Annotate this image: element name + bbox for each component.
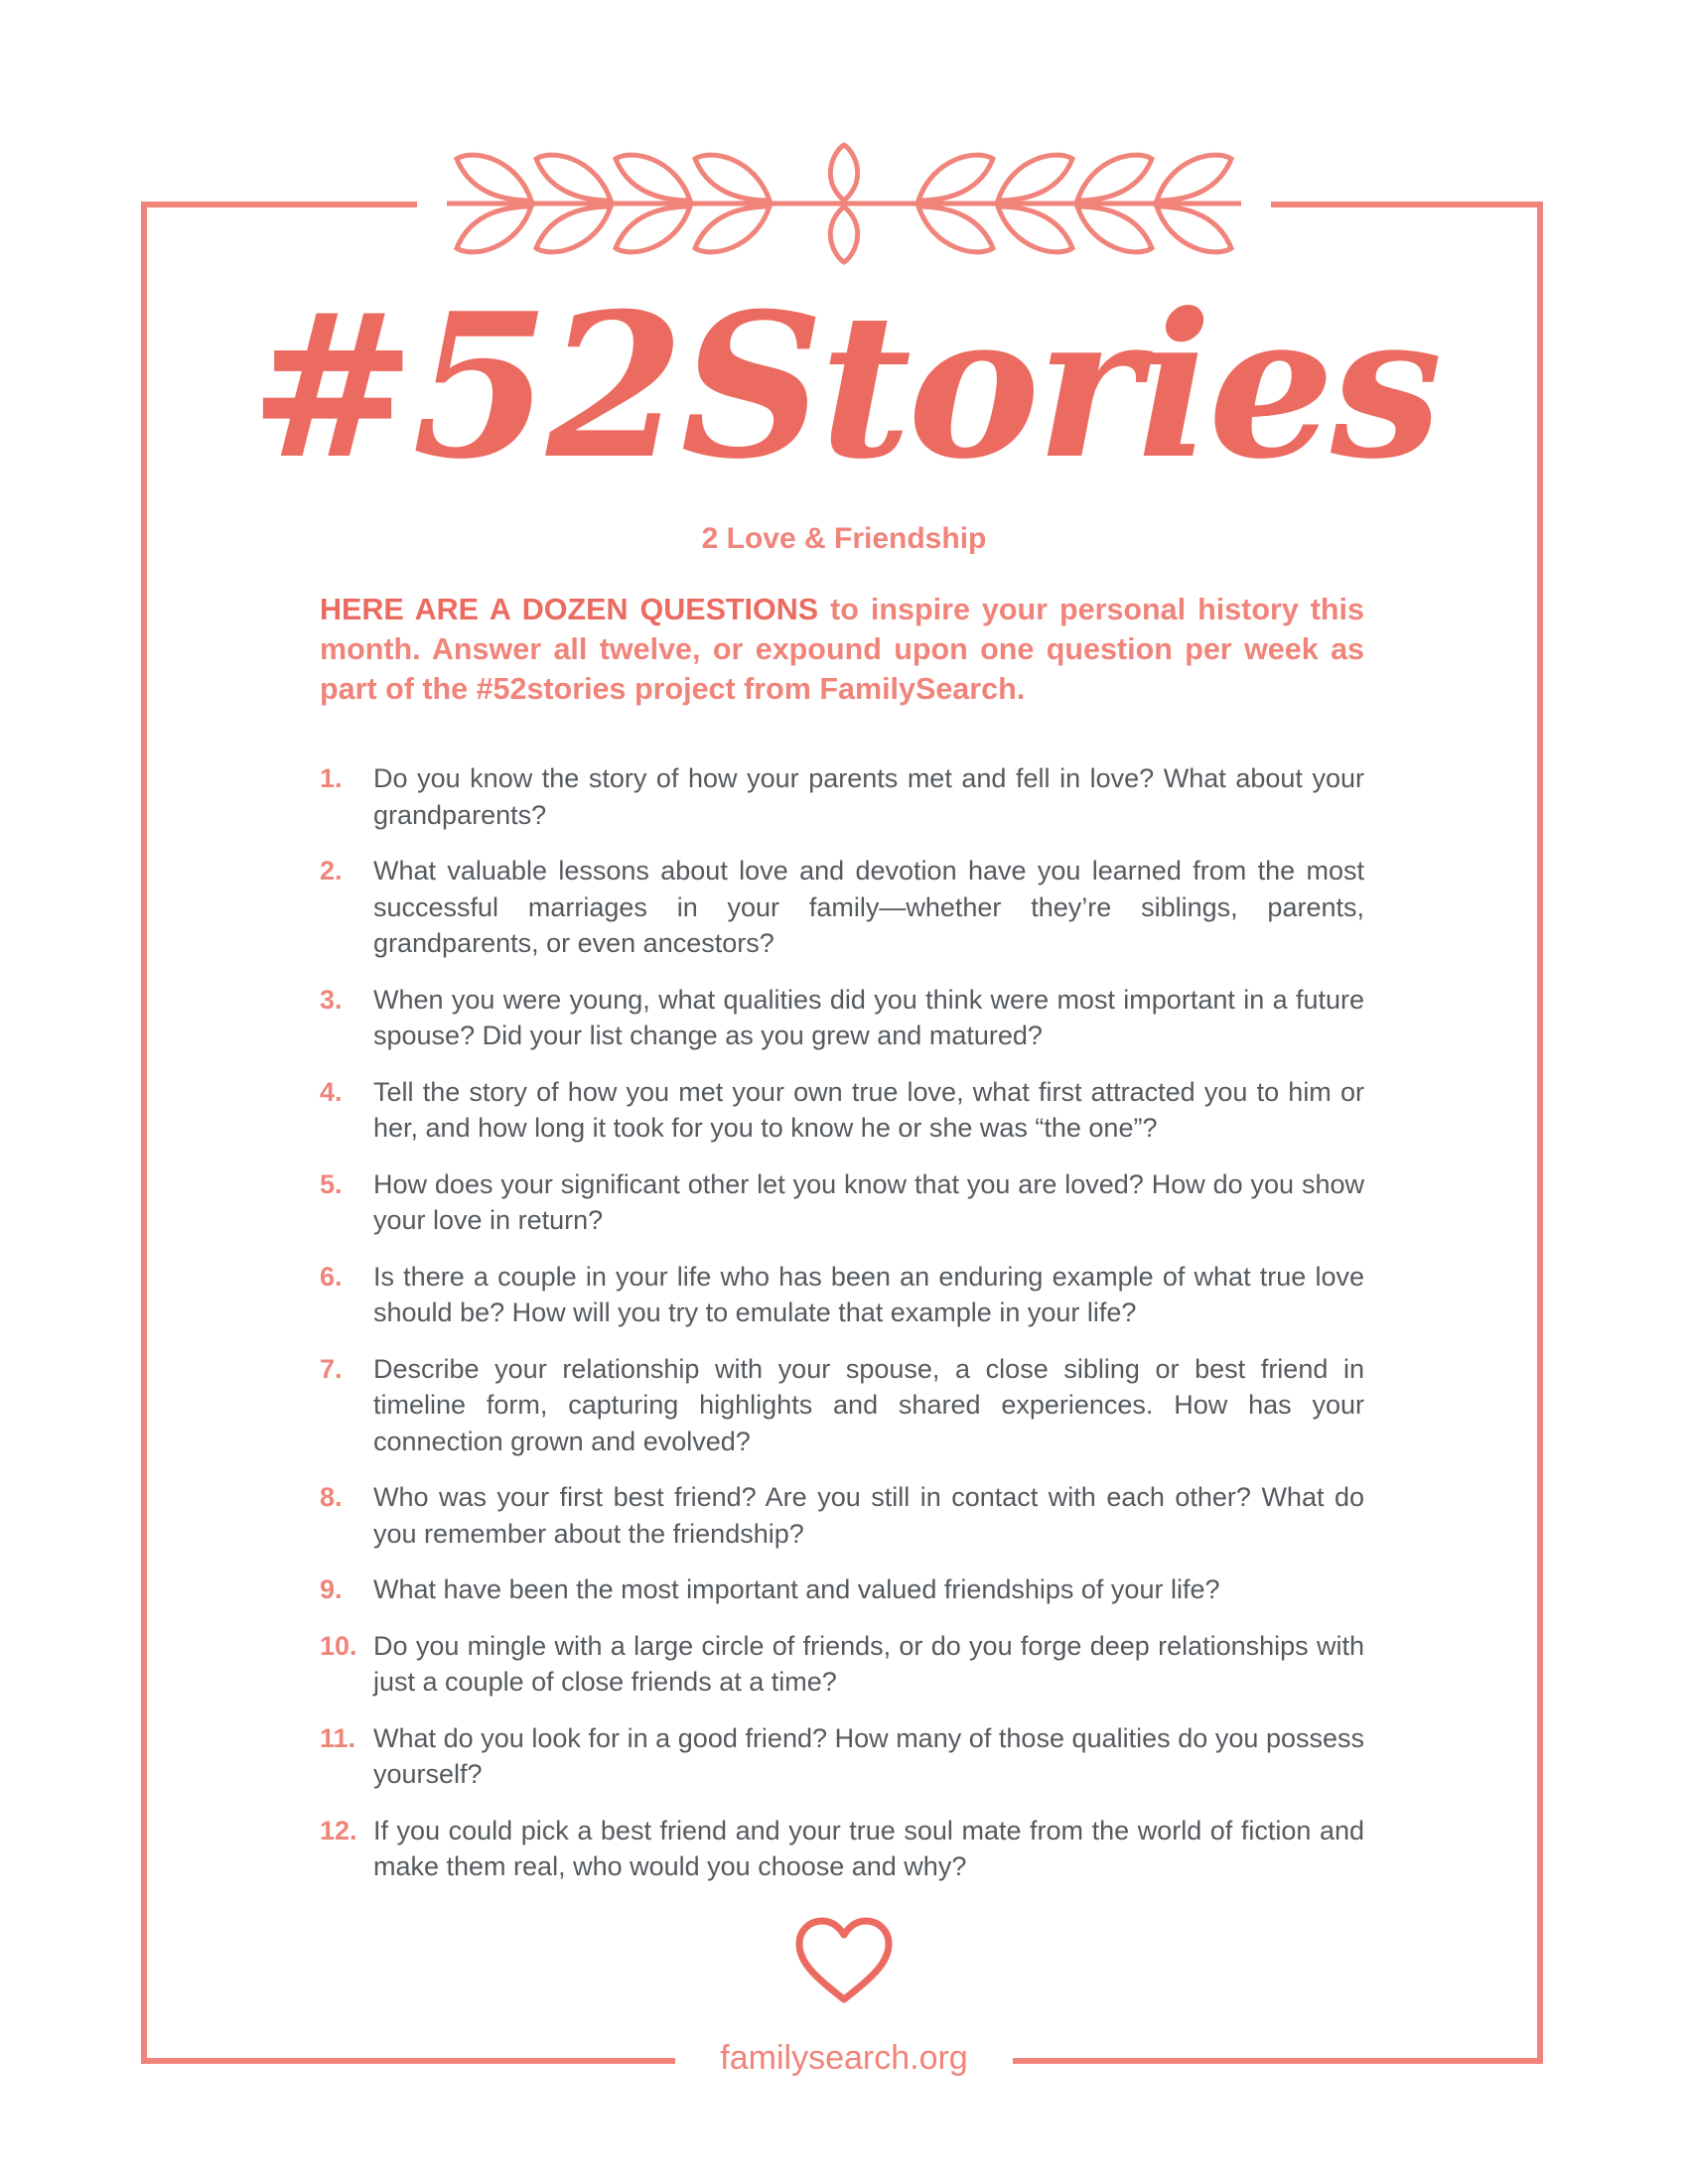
intro-paragraph — [320, 590, 1364, 709]
laurel-leaf — [536, 155, 611, 201]
question-item — [320, 1074, 1364, 1147]
laurel-leaf — [998, 155, 1072, 201]
laurel-leaf — [536, 206, 611, 252]
laurel-leaf — [695, 155, 770, 201]
question-item — [320, 1479, 1364, 1552]
question-number: 1. — [320, 763, 343, 793]
question-text: Describe your relationship with your spouse, a close sibling or best friend in timeline form, capturing highlights and shared experiences. How has your connection grown and evolved? — [373, 1353, 1364, 1456]
question-text: When you were young, what qualities did you think were most important in a future spouse? Did your list change as you grew and matured? — [373, 984, 1364, 1050]
frame-bottom-border-right — [1013, 2058, 1543, 2064]
question-number: 10. — [320, 1630, 357, 1661]
question-item — [320, 982, 1364, 1054]
question-item — [320, 1628, 1364, 1701]
question-number: 11. — [320, 1722, 356, 1753]
question-text: Do you mingle with a large circle of friends, or do you forge deep relationships with just a couple of close friends at a time? — [373, 1630, 1364, 1697]
question-item — [320, 1571, 1364, 1608]
question-item — [320, 1813, 1364, 1885]
laurel-leaf — [616, 155, 690, 201]
laurel-leaf — [918, 155, 993, 201]
question-number: 5. — [320, 1168, 343, 1199]
laurel-leaf — [830, 145, 857, 201]
question-text: What valuable lessons about love and devotion have you learned from the most successful marriages in your family—whether they’re siblings, parents, grandparents, or even ancestors? — [373, 856, 1364, 958]
laurel-leaf — [457, 155, 531, 201]
question-number: 7. — [320, 1353, 343, 1384]
laurel-leaf — [1077, 155, 1152, 201]
question-text: Who was your first best friend? Are you still in contact with each other? What do you remember about the friendship? — [373, 1482, 1364, 1549]
intro-body: to inspire your personal history this month. Answer all twelve, or expound upon one question per week as part of the #52stories project from FamilySearch. — [320, 593, 1364, 706]
question-number: 9. — [320, 1574, 343, 1604]
question-number: 6. — [320, 1261, 343, 1292]
laurel-leaf — [457, 206, 531, 252]
laurel-leaf — [918, 206, 993, 252]
laurel-leaf — [1157, 206, 1231, 252]
question-number: 2. — [320, 856, 343, 886]
question-text: Is there a couple in your life who has been an enduring example of what true love should be? How will you try to emulate that example in your life? — [373, 1261, 1364, 1327]
question-text: What do you look for in a good friend? How many of those qualities do you possess yourself? — [373, 1722, 1364, 1789]
laurel-leaf — [830, 206, 857, 262]
question-list — [320, 760, 1364, 1905]
question-number: 8. — [320, 1482, 343, 1512]
laurel-icon — [427, 139, 1261, 268]
question-text: What have been the most important and valued friendships of your life? — [373, 1574, 1220, 1604]
heart-icon — [793, 1916, 895, 2007]
question-text: How does your significant other let you know that you are loved? How do you show your love in return? — [373, 1168, 1364, 1235]
laurel-leaf — [616, 206, 690, 252]
question-item — [320, 1720, 1364, 1793]
question-text: If you could pick a best friend and your true soul mate from the world of fiction and make them real, who would you choose and why? — [373, 1815, 1364, 1881]
laurel-leaf — [1077, 206, 1152, 252]
page-subtitle: 2 Love & Friendship — [701, 522, 987, 555]
question-text: Do you know the story of how your parents met and fell in love? What about your grandparents? — [373, 763, 1364, 830]
question-item — [320, 1351, 1364, 1460]
question-text: Tell the story of how you met your own true love, what first attracted you to him or her, and how long it took for you to know he or she was “the one”? — [373, 1076, 1364, 1143]
frame-bottom-border-left — [141, 2058, 675, 2064]
laurel-leaf — [695, 206, 770, 252]
page-title: #52Stories — [249, 270, 1439, 503]
question-number: 12. — [320, 1815, 357, 1845]
question-item — [320, 853, 1364, 962]
question-number: 4. — [320, 1076, 343, 1107]
laurel-leaf — [998, 206, 1072, 252]
question-number: 3. — [320, 984, 343, 1015]
footer-website: familysearch.org — [720, 2039, 968, 2077]
question-item — [320, 1166, 1364, 1239]
question-item — [320, 760, 1364, 833]
laurel-leaf — [1157, 155, 1231, 201]
question-item — [320, 1259, 1364, 1331]
intro-lead: HERE ARE A DOZEN QUESTIONS — [320, 593, 819, 626]
